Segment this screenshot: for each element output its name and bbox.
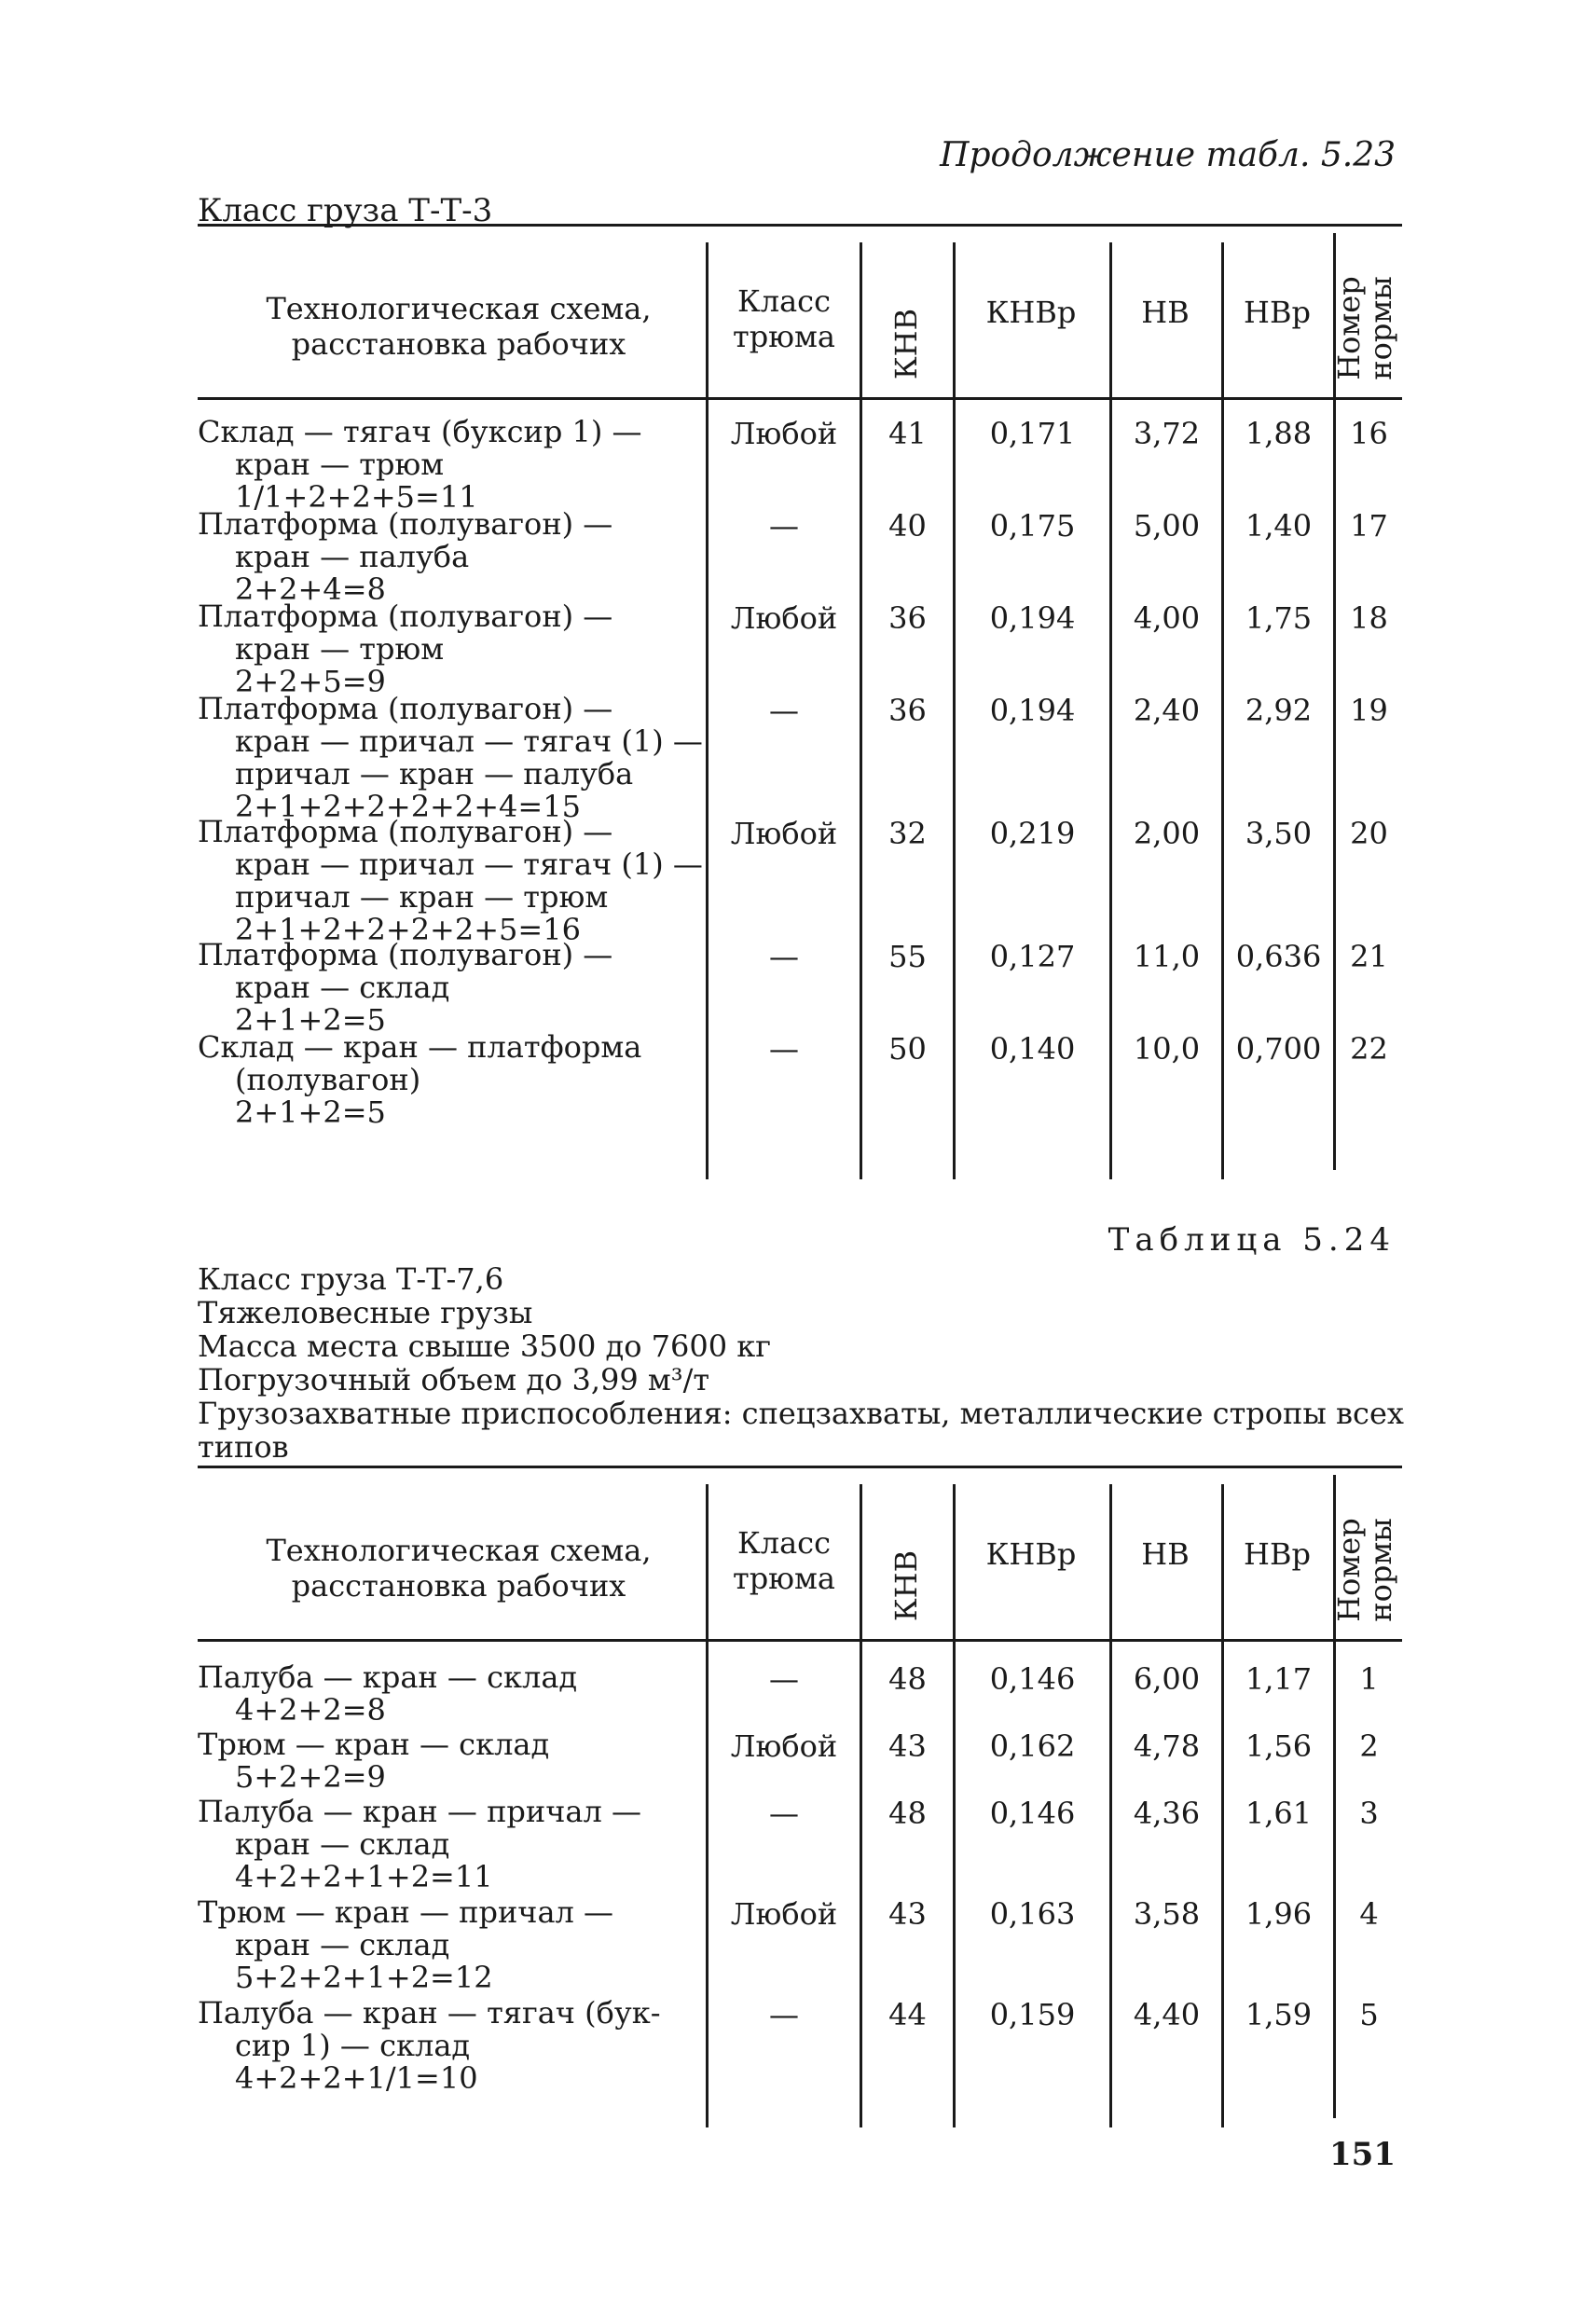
cell-nvr: 1,40 bbox=[1245, 508, 1313, 544]
table2-meta-line: Погрузочный объем до 3,99 м³/т bbox=[198, 1362, 710, 1397]
cell-norm: 17 bbox=[1350, 508, 1388, 544]
cell-nvr: 0,700 bbox=[1235, 1031, 1322, 1067]
scheme-line: кран — палуба bbox=[235, 539, 470, 574]
table2 bbox=[198, 1466, 1402, 2137]
cell-norm: 4 bbox=[1359, 1896, 1379, 1932]
scheme-line: Платформа (полувагон) — bbox=[198, 691, 613, 726]
table1-header-scheme: Технологическая схема, расстановка рабочих bbox=[266, 291, 652, 362]
continuation-caption: Продолжение табл. 5.23 bbox=[940, 136, 1396, 174]
scheme-line: Палуба — кран — тягач (бук- bbox=[198, 1995, 661, 2031]
scheme-line: Трюм — кран — склад bbox=[198, 1727, 550, 1762]
cell-hold: Любой bbox=[730, 1896, 838, 1932]
scheme-line: Платформа (полувагон) — bbox=[198, 937, 613, 972]
cell-knv: 36 bbox=[888, 693, 927, 728]
scheme-line: кран — склад bbox=[235, 1826, 450, 1862]
cell-nvr: 1,75 bbox=[1245, 600, 1313, 636]
table1-header-nv: НВ bbox=[1141, 295, 1190, 330]
cell-hold: Любой bbox=[730, 1728, 838, 1764]
cell-knvr: 0,194 bbox=[989, 693, 1076, 728]
cell-nv: 6,00 bbox=[1133, 1661, 1201, 1697]
cell-hold: Любой bbox=[730, 416, 838, 451]
scheme-line: Склад — кран — платформа bbox=[198, 1029, 642, 1065]
cell-nvr: 0,636 bbox=[1235, 939, 1322, 974]
cell-nvr: 1,88 bbox=[1245, 416, 1313, 451]
table2-meta-line: Класс груза Т-Т-7,6 bbox=[198, 1261, 504, 1297]
cell-knv: 43 bbox=[888, 1896, 927, 1932]
table1-header-norm: Номер нормы bbox=[1331, 276, 1398, 380]
table2-meta-line: Масса места свыше 3500 до 7600 кг bbox=[198, 1329, 772, 1364]
scheme-line: 1/1+2+2+5=11 bbox=[235, 479, 478, 515]
cell-nv: 11,0 bbox=[1133, 939, 1201, 974]
cell-norm: 1 bbox=[1359, 1661, 1379, 1697]
table2-meta-line: Тяжеловесные грузы bbox=[198, 1295, 533, 1330]
cell-knv: 44 bbox=[888, 1997, 927, 2032]
table-row-scheme bbox=[198, 1661, 577, 1727]
table1 bbox=[198, 224, 1402, 1193]
cell-knv: 41 bbox=[888, 416, 927, 451]
cell-knvr: 0,140 bbox=[989, 1031, 1076, 1067]
cell-nvr: 3,50 bbox=[1245, 816, 1313, 851]
scheme-line: 2+1+2+2+2+2+5=16 bbox=[235, 912, 581, 947]
cell-knvr: 0,146 bbox=[989, 1796, 1076, 1831]
cell-nvr: 1,61 bbox=[1245, 1796, 1313, 1831]
cell-knvr: 0,194 bbox=[989, 600, 1076, 636]
table2-meta bbox=[198, 1262, 1402, 1464]
cell-norm: 19 bbox=[1350, 693, 1388, 728]
cell-nv: 10,0 bbox=[1133, 1031, 1201, 1067]
cell-hold: — bbox=[769, 1796, 799, 1831]
table2-header-nv: НВ bbox=[1141, 1536, 1190, 1572]
cell-hold: Любой bbox=[730, 600, 838, 636]
cell-hold: Любой bbox=[730, 816, 838, 851]
scheme-line: 4+2+2+1/1=10 bbox=[235, 2060, 478, 2096]
cell-norm: 21 bbox=[1350, 939, 1388, 974]
scheme-line: сир 1) — склад bbox=[235, 2028, 471, 2063]
cell-knv: 43 bbox=[888, 1728, 927, 1764]
cell-knv: 32 bbox=[888, 816, 927, 851]
cell-norm: 22 bbox=[1350, 1031, 1388, 1067]
cell-nvr: 1,59 bbox=[1245, 1997, 1313, 2032]
cell-knvr: 0,219 bbox=[989, 816, 1076, 851]
cell-nv: 2,00 bbox=[1133, 816, 1201, 851]
cell-norm: 3 bbox=[1359, 1796, 1379, 1831]
cell-norm: 2 bbox=[1359, 1728, 1379, 1764]
scheme-line: 2+1+2+2+2+2+4=15 bbox=[235, 789, 581, 824]
table1-top-rule bbox=[198, 224, 1402, 227]
cell-knvr: 0,163 bbox=[989, 1896, 1076, 1932]
cell-hold: — bbox=[769, 1661, 799, 1697]
cell-knvr: 0,162 bbox=[989, 1728, 1076, 1764]
table2-meta-line: Грузозахватные приспособления: спецзахваты, металлические стропы всех bbox=[198, 1396, 1404, 1431]
table2-meta-line: типов bbox=[198, 1429, 289, 1465]
table2-header-nvr: НВр bbox=[1244, 1536, 1311, 1572]
cell-knv: 48 bbox=[888, 1796, 927, 1831]
cell-norm: 5 bbox=[1359, 1997, 1379, 2032]
table2-header-knv: КНВ bbox=[888, 1549, 924, 1622]
cell-nv: 5,00 bbox=[1133, 508, 1201, 544]
table2-header-scheme: Технологическая схема, расстановка рабочих bbox=[266, 1533, 652, 1604]
scheme-line: Платформа (полувагон) — bbox=[198, 599, 613, 634]
scheme-line: кран — трюм bbox=[235, 631, 445, 667]
cell-hold: — bbox=[769, 1031, 799, 1067]
table2-top-rule bbox=[198, 1466, 1402, 1468]
cell-knv: 48 bbox=[888, 1661, 927, 1697]
table1-header-knvr: КНВр bbox=[985, 295, 1077, 330]
cell-knvr: 0,175 bbox=[989, 508, 1076, 544]
cell-hold: — bbox=[769, 508, 799, 544]
scheme-line: причал — кран — палуба bbox=[235, 756, 634, 792]
scheme-line: Трюм — кран — причал — bbox=[198, 1894, 614, 1930]
table2-header-knvr: КНВр bbox=[985, 1536, 1077, 1572]
scheme-line: кран — причал — тягач (1) — bbox=[235, 847, 703, 882]
cell-knv: 40 bbox=[888, 508, 927, 544]
scheme-line: 5+2+2=9 bbox=[235, 1759, 386, 1795]
cell-nv: 4,78 bbox=[1133, 1728, 1201, 1764]
page-number: 151 bbox=[1329, 2136, 1396, 2173]
cell-nvr: 2,92 bbox=[1245, 693, 1313, 728]
table-row-scheme bbox=[198, 508, 612, 606]
table-row-scheme bbox=[198, 1796, 641, 1893]
cell-knvr: 0,146 bbox=[989, 1661, 1076, 1697]
scheme-line: Платформа (полувагон) — bbox=[198, 814, 613, 849]
table2-header-hold: Класс трюма bbox=[732, 1525, 835, 1596]
table-row-scheme bbox=[198, 1997, 661, 2095]
cell-knv: 50 bbox=[888, 1031, 927, 1067]
table1-header-knv: КНВ bbox=[888, 308, 924, 380]
table1-header-hold: Класс трюма bbox=[732, 283, 835, 354]
cell-knvr: 0,171 bbox=[989, 416, 1076, 451]
table-row-scheme bbox=[198, 1728, 549, 1794]
cell-hold: — bbox=[769, 693, 799, 728]
cell-knvr: 0,127 bbox=[989, 939, 1076, 974]
table-row-scheme bbox=[198, 1031, 641, 1129]
cell-hold: — bbox=[769, 939, 799, 974]
scheme-line: кран — причал — тягач (1) — bbox=[235, 723, 703, 759]
cell-knv: 36 bbox=[888, 600, 927, 636]
cell-nvr: 1,17 bbox=[1245, 1661, 1313, 1697]
cell-hold: — bbox=[769, 1997, 799, 2032]
scheme-line: Платформа (полувагон) — bbox=[198, 506, 613, 542]
scheme-line: 2+2+4=8 bbox=[235, 571, 386, 607]
cell-norm: 20 bbox=[1350, 816, 1388, 851]
cell-nv: 4,36 bbox=[1133, 1796, 1201, 1831]
scheme-line: Палуба — кран — причал — bbox=[198, 1794, 641, 1829]
scheme-line: 5+2+2+1+2=12 bbox=[235, 1960, 493, 1995]
scheme-line: 4+2+2=8 bbox=[235, 1692, 386, 1728]
cell-knv: 55 bbox=[888, 939, 927, 974]
table-row-scheme bbox=[198, 1896, 613, 1994]
table-row-scheme bbox=[198, 816, 703, 946]
cell-norm: 18 bbox=[1350, 600, 1388, 636]
scheme-line: кран — склад bbox=[235, 1927, 450, 1962]
cell-nv: 3,72 bbox=[1133, 416, 1201, 451]
scheme-line: (полувагон) bbox=[235, 1062, 421, 1097]
scheme-line: Палуба — кран — склад bbox=[198, 1659, 578, 1695]
scheme-line: 2+1+2=5 bbox=[235, 1002, 386, 1038]
cell-nv: 4,40 bbox=[1133, 1997, 1201, 2032]
table-row-scheme bbox=[198, 416, 642, 514]
scheme-line: кран — трюм bbox=[235, 447, 445, 482]
cell-nv: 3,58 bbox=[1133, 1896, 1201, 1932]
table1-class-label: Класс груза Т-Т-3 bbox=[198, 192, 493, 229]
cell-norm: 16 bbox=[1350, 416, 1388, 451]
cell-knvr: 0,159 bbox=[989, 1997, 1076, 2032]
table1-header-nvr: НВр bbox=[1244, 295, 1311, 330]
table-row-scheme bbox=[198, 939, 612, 1037]
table2-header-norm: Номер нормы bbox=[1331, 1518, 1398, 1622]
table2-title: Таблица 5.24 bbox=[1108, 1221, 1396, 1259]
scheme-line: 2+2+5=9 bbox=[235, 664, 386, 699]
scheme-line: 2+1+2=5 bbox=[235, 1095, 386, 1130]
cell-nv: 2,40 bbox=[1133, 693, 1201, 728]
table-row-scheme bbox=[198, 693, 703, 823]
cell-nvr: 1,56 bbox=[1245, 1728, 1313, 1764]
scheme-line: причал — кран — трюм bbox=[235, 879, 609, 915]
table-row-scheme bbox=[198, 600, 612, 698]
scheme-line: 4+2+2+1+2=11 bbox=[235, 1859, 493, 1894]
cell-nvr: 1,96 bbox=[1245, 1896, 1313, 1932]
scheme-line: Склад — тягач (буксир 1) — bbox=[198, 414, 642, 449]
scheme-line: кран — склад bbox=[235, 970, 450, 1005]
cell-nv: 4,00 bbox=[1133, 600, 1201, 636]
